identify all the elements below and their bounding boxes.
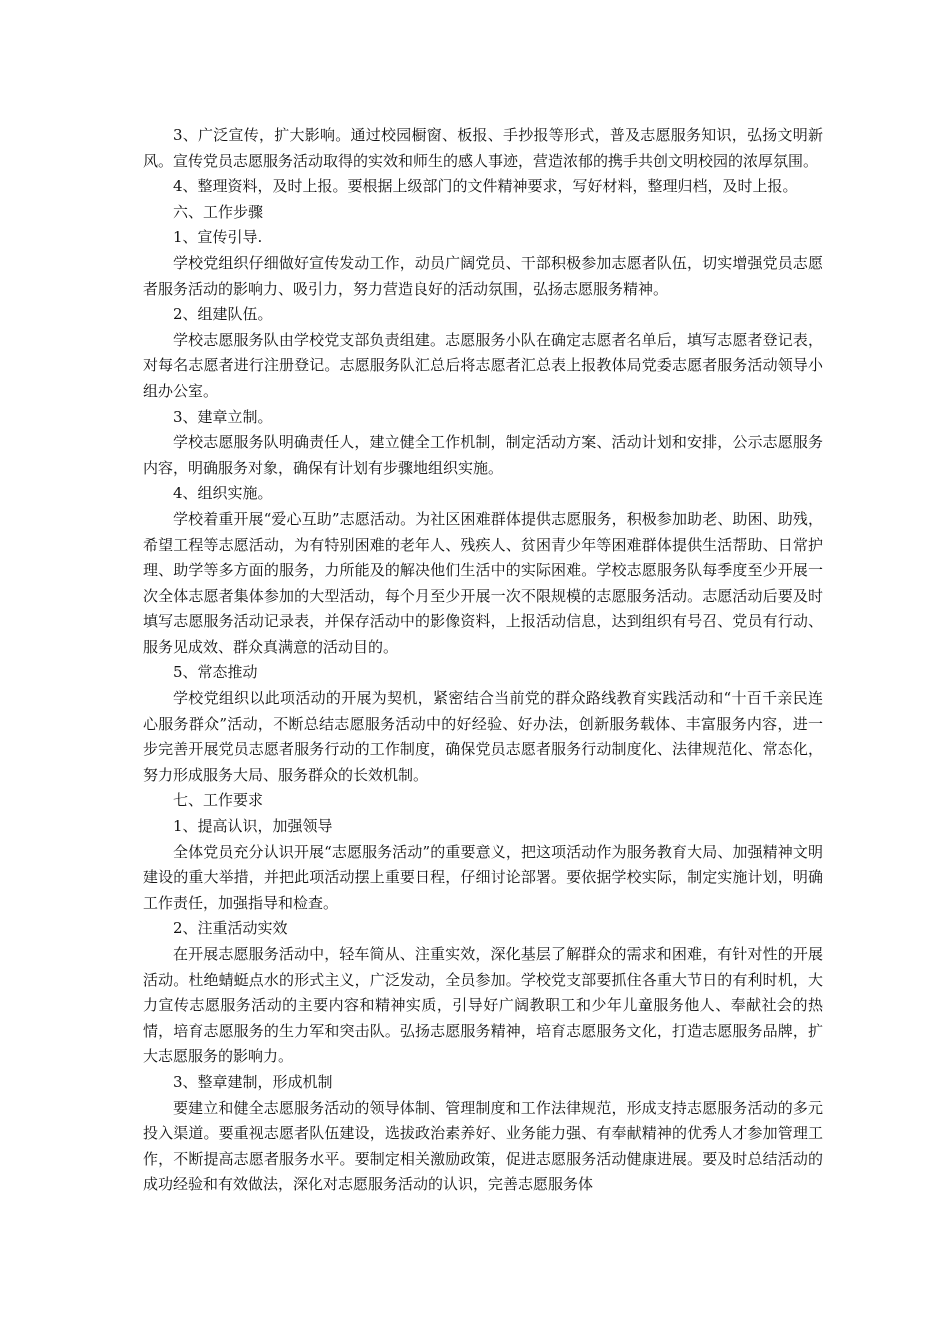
subheading-mechanism: 3、整章建制，形成机制: [173, 1072, 333, 1091]
paragraph-guidance: 学校党组织仔细做好宣传发动工作，动员广阔党员、干部积极参加志愿者队伍，切实增强党员志愿者服务活动的影响力、吸引力，努力营造良好的活动氛围，弘扬志愿服务精神。: [143, 253, 823, 298]
paragraph-normalization: 学校党组织以此项活动的开展为契机，紧密结合当前党的群众路线教育实践活动和“十百千亲民连心服务群众”活动，不断总结志愿服务活动中的好经验、好办法，创新服务载体、丰富服务内容，进一步完善开展党员志愿者服务行动的工作制度，确保党员志愿者服务行动制度化、法律规范化、常态化，努力形成服务大局、服务群众的长效机制。: [143, 689, 823, 784]
paragraph-implementation: 学校着重开展“爱心互助”志愿活动。为社区困难群体提供志愿服务，积极参加助老、助困、助残，希望工程等志愿活动，为有特别困难的老年人、残疾人、贫困青少年等困难群体提供生活帮助、日常护理、助学等多方面的服务，力所能及的解决他们生活中的实际困难。学校志愿服务队每季度至少开展一次全体志愿者集体参加的大型活动，每个月至少开展一次不限规模的志愿服务活动。志愿活动后要及时填写志愿服务活动记录表，并保存活动中的影像资料，上报活动信息，达到组织有号召、党员有行动、服务见成效、群众真满意的活动目的。: [143, 509, 823, 656]
paragraph-awareness: 全体党员充分认识开展“志愿服务活动”的重要意义，把这项活动作为服务教育大局、加强精神文明建设的重大举措，并把此项活动摆上重要日程，仔细讨论部署。要依据学校实际，制定实施计划，明确工作责任，加强指导和检查。: [143, 842, 823, 912]
paragraph-publicity: 3、广泛宣传，扩大影响。通过校园橱窗、板报、手抄报等形式，普及志愿服务知识，弘扬文明新风。宣传党员志愿服务活动取得的实效和师生的感人事迹，营造浓郁的携手共创文明校园的浓厚氛围。: [143, 126, 823, 170]
subheading-awareness: 1、提高认识，加强领导: [173, 817, 333, 836]
section-heading-work-steps: 六、工作步骤: [173, 202, 264, 221]
section-heading-requirements: 七、工作要求: [173, 791, 264, 810]
document-body: [143, 123, 823, 1198]
paragraph-effectiveness: 在开展志愿服务活动中，轻车简从、注重实效，深化基层了解群众的需求和困难，有针对性的开展活动。杜绝蜻蜓点水的形式主义，广泛发动，全员参加。学校党支部要抓住各重大节日的有利时机，大力宣传志愿服务活动的主要内容和精神实质，引导好广阔教职工和少年儿童服务他人、奉献社会的热情，培育志愿服务的生力军和突击队。弘扬志愿服务精神，培育志愿服务文化，打造志愿服务品牌，扩大志愿服务的影响力。: [143, 945, 823, 1066]
paragraph-mechanism: 要建立和健全志愿服务活动的领导体制、管理制度和工作法律规范，形成支持志愿服务活动的多元投入渠道。要重视志愿者队伍建设，选拔政治素养好、业务能力强、有奉献精神的优秀人才参加管理工作，不断提高志愿者服务水平。要制定相关激励政策，促进志愿服务活动健康进展。要及时总结活动的成功经验和有效做法，深化对志愿服务活动的认识，完善志愿服务体: [143, 1098, 823, 1194]
subheading-team: 2、组建队伍。: [173, 305, 273, 324]
paragraph-materials: 4、整理资料，及时上报。要根据上级部门的文件精神要求，写好材料，整理归档，及时上报。: [173, 177, 798, 196]
subheading-effectiveness: 2、注重活动实效: [173, 919, 288, 938]
subheading-guidance: 1、宣传引导.: [173, 228, 263, 247]
subheading-rules: 3、建章立制。: [173, 407, 273, 426]
subheading-implementation: 4、组织实施。: [173, 484, 273, 503]
subheading-normalization: 5、常态推动: [173, 663, 258, 682]
paragraph-rules: 学校志愿服务队明确责任人，建立健全工作机制，制定活动方案、活动计划和安排，公示志愿服务内容，明确服务对象，确保有计划有步骤地组织实施。: [143, 433, 823, 477]
paragraph-team: 学校志愿服务队由学校党支部负责组建。志愿服务小队在确定志愿者名单后，填写志愿者登记表，对每名志愿者进行注册登记。志愿服务队汇总后将志愿者汇总表上报教体局党委志愿者服务活动领导小组办公室。: [143, 330, 823, 400]
